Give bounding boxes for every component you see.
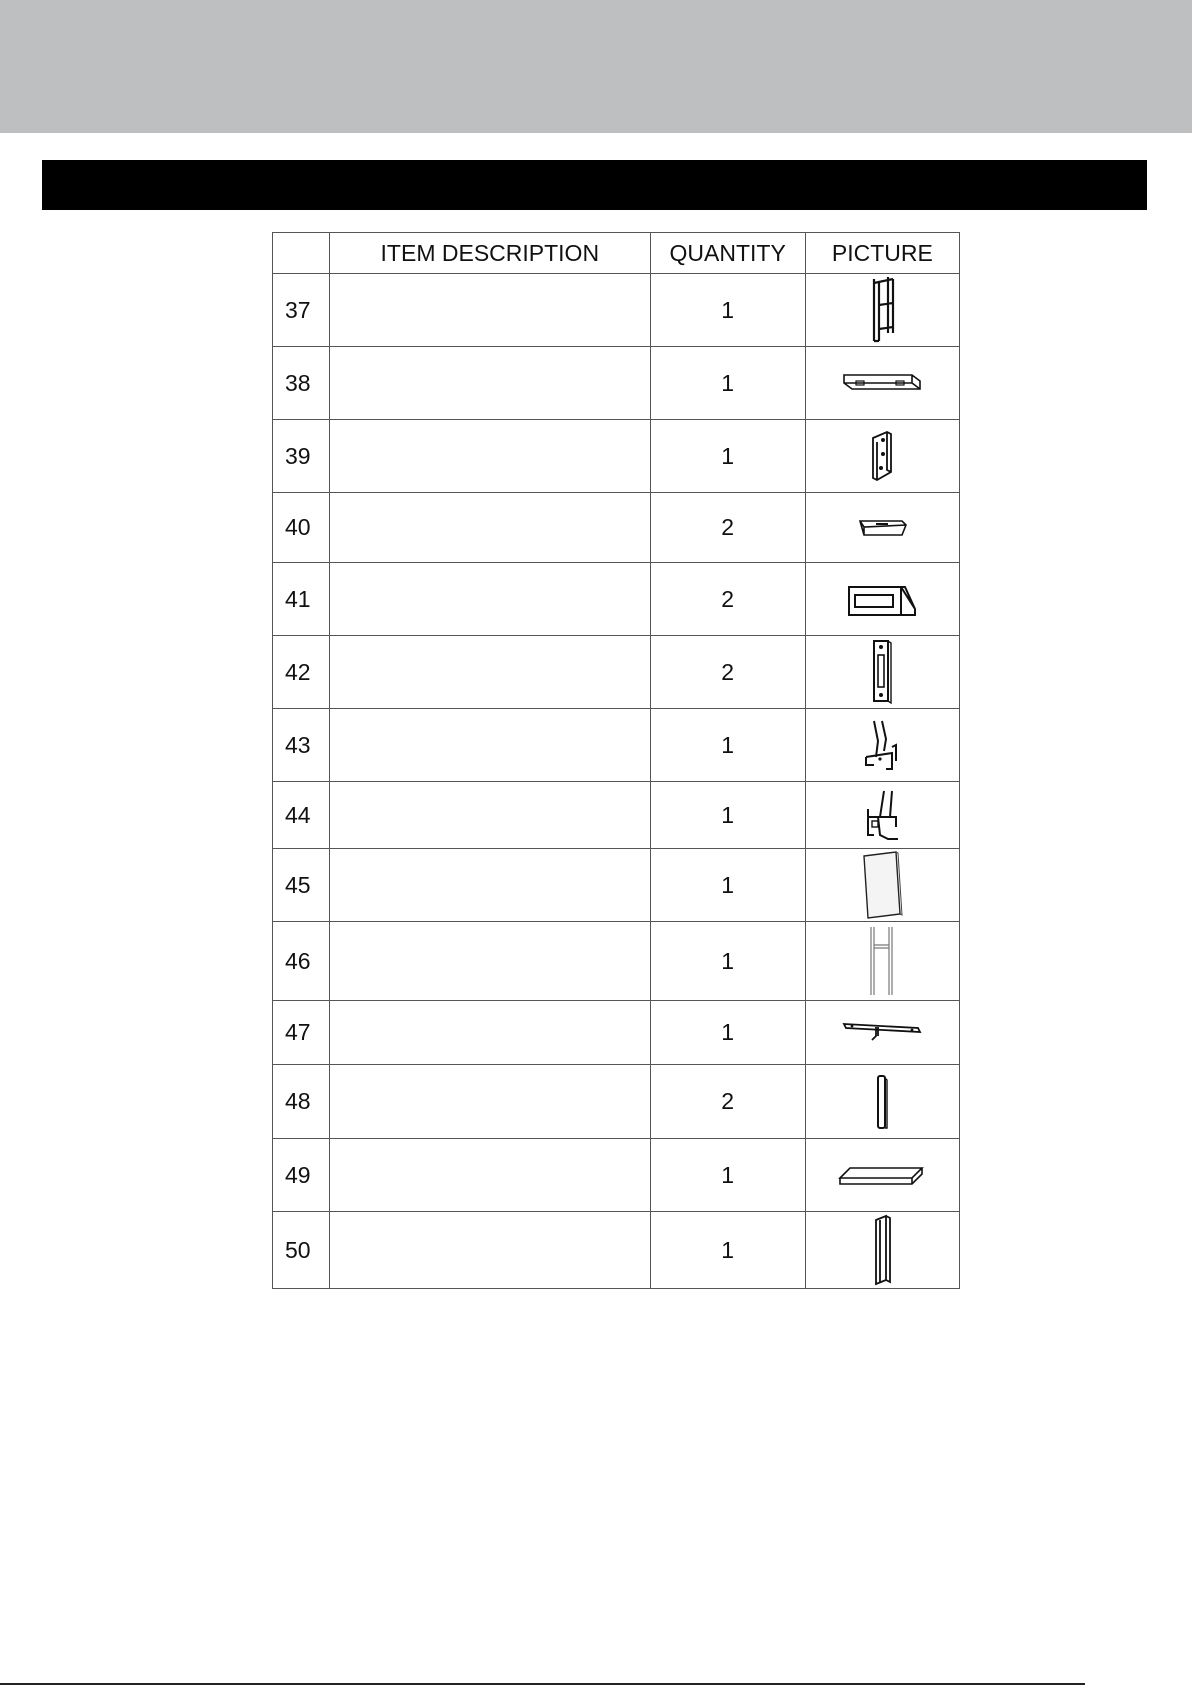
part-description <box>330 1065 650 1139</box>
flat-bar-icon <box>840 369 924 397</box>
table-row <box>273 849 960 922</box>
panel-icon <box>860 850 904 920</box>
leg-bracket-right-icon <box>862 787 902 843</box>
part-quantity: 2 <box>650 493 805 563</box>
part-description <box>330 1001 650 1065</box>
part-quantity: 1 <box>650 420 805 493</box>
table-row <box>273 922 960 1001</box>
part-description <box>330 922 650 1001</box>
header-band <box>0 0 1192 133</box>
part-number: 43 <box>273 709 330 782</box>
table-row <box>273 1065 960 1139</box>
slotted-plate-icon <box>870 639 894 705</box>
table-row <box>273 420 960 493</box>
part-number: 41 <box>273 563 330 636</box>
part-number: 50 <box>273 1212 330 1289</box>
part-quantity: 1 <box>650 1212 805 1289</box>
post-icon <box>874 1074 890 1130</box>
channel-post-icon <box>868 1214 896 1286</box>
part-number: 42 <box>273 636 330 709</box>
part-number: 44 <box>273 782 330 849</box>
bracket-tray-icon <box>854 515 910 541</box>
ladder-frame-icon <box>862 275 902 345</box>
part-number: 49 <box>273 1139 330 1212</box>
shelf-board-icon <box>836 1162 928 1188</box>
part-description <box>330 274 650 347</box>
leg-bracket-left-icon <box>862 717 902 773</box>
table-row <box>273 782 960 849</box>
part-number: 48 <box>273 1065 330 1139</box>
part-quantity: 2 <box>650 1065 805 1139</box>
part-number: 45 <box>273 849 330 922</box>
part-quantity: 1 <box>650 709 805 782</box>
table-row <box>273 563 960 636</box>
part-quantity: 1 <box>650 1139 805 1212</box>
table-row <box>273 709 960 782</box>
h-frame-icon <box>865 925 899 997</box>
table-row <box>273 347 960 420</box>
header-picture: PICTURE <box>805 233 959 274</box>
part-number: 47 <box>273 1001 330 1065</box>
part-description <box>330 709 650 782</box>
long-bar-hook-icon <box>840 1018 924 1048</box>
table-row <box>273 1139 960 1212</box>
table-row <box>273 1212 960 1289</box>
part-number: 40 <box>273 493 330 563</box>
block-support-icon <box>845 579 919 619</box>
part-quantity: 1 <box>650 274 805 347</box>
table-row <box>273 493 960 563</box>
part-number: 39 <box>273 420 330 493</box>
section-title-bar <box>42 160 1147 210</box>
part-quantity: 1 <box>650 849 805 922</box>
header-number <box>273 233 330 274</box>
header-quantity: QUANTITY <box>650 233 805 274</box>
part-description <box>330 347 650 420</box>
part-quantity: 2 <box>650 563 805 636</box>
table-row <box>273 274 960 347</box>
table-header-row <box>273 233 960 274</box>
hinge-plate-icon <box>867 430 897 482</box>
table-row <box>273 1001 960 1065</box>
part-description <box>330 849 650 922</box>
parts-list-table <box>272 232 960 1289</box>
part-number: 38 <box>273 347 330 420</box>
part-quantity: 1 <box>650 922 805 1001</box>
part-description <box>330 563 650 636</box>
part-description <box>330 1139 650 1212</box>
part-description <box>330 1212 650 1289</box>
part-quantity: 1 <box>650 1001 805 1065</box>
part-description <box>330 493 650 563</box>
part-description <box>330 420 650 493</box>
part-number: 46 <box>273 922 330 1001</box>
part-description <box>330 636 650 709</box>
part-quantity: 1 <box>650 782 805 849</box>
part-quantity: 2 <box>650 636 805 709</box>
part-number: 37 <box>273 274 330 347</box>
part-description <box>330 782 650 849</box>
part-quantity: 1 <box>650 347 805 420</box>
table-row <box>273 636 960 709</box>
header-item-description: ITEM DESCRIPTION <box>330 233 650 274</box>
